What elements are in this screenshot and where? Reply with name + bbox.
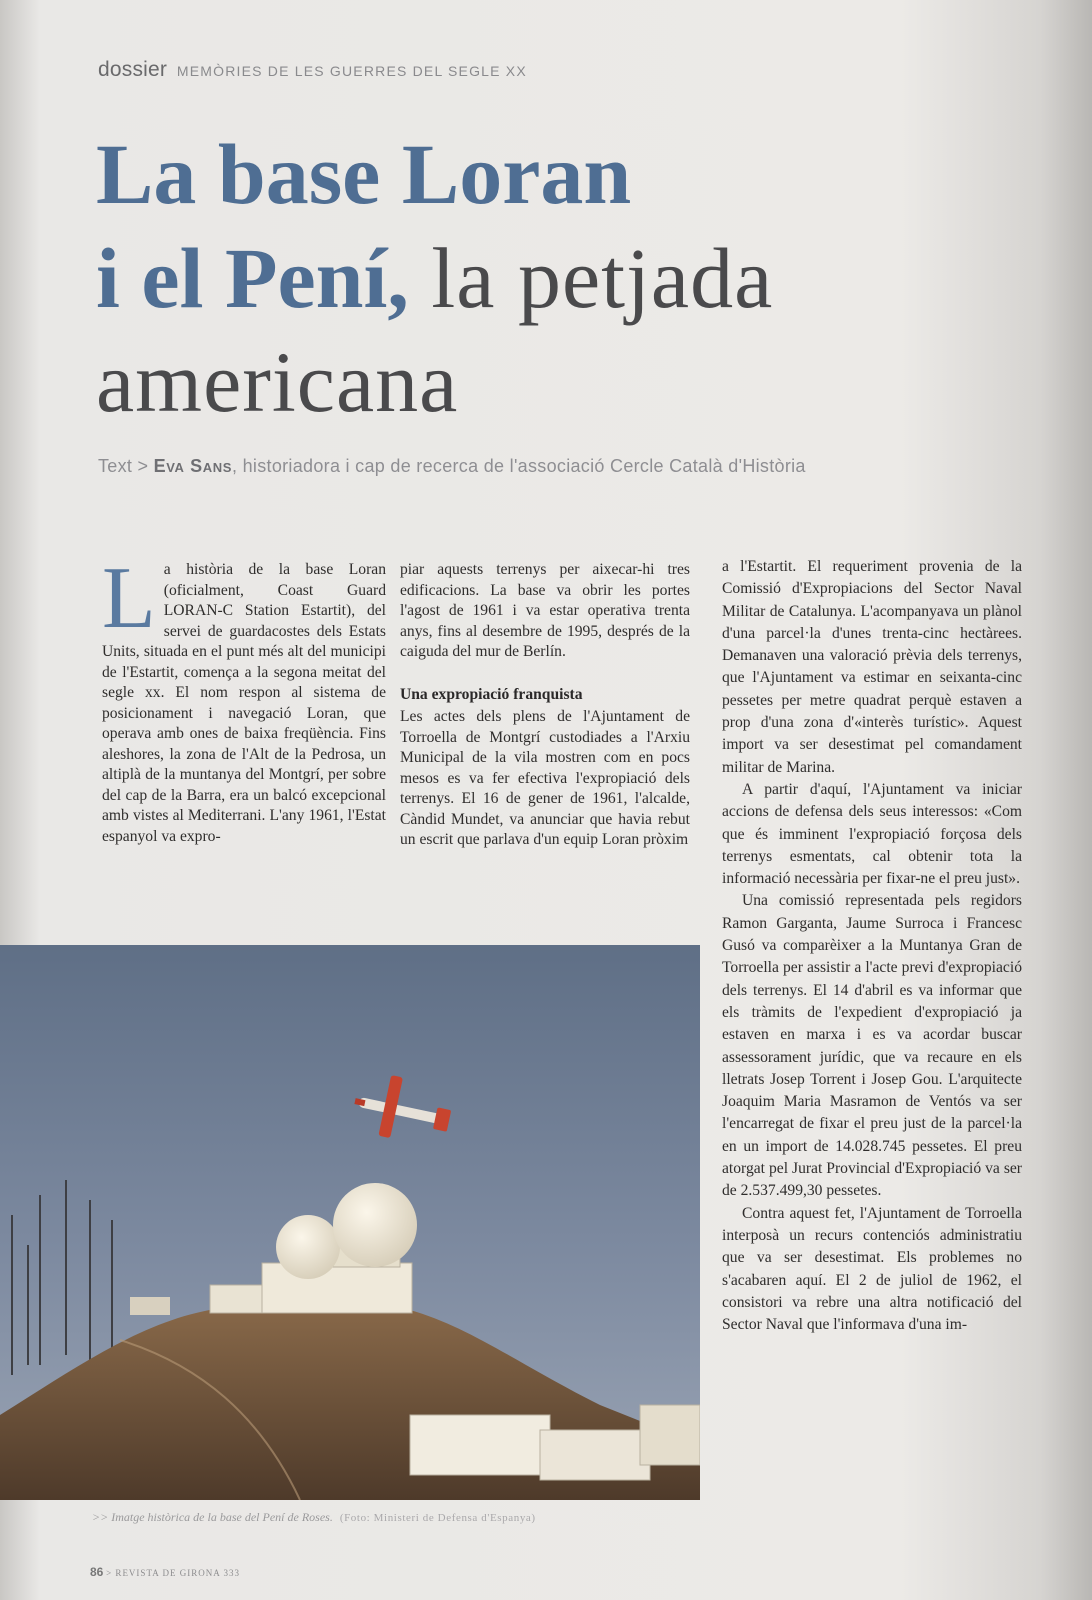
section-subheading: Una expropiació franquista [400, 685, 583, 703]
photo-credit: (Foto: Ministeri de Defensa d'Espanya) [339, 1512, 536, 1524]
col2-paragraph-2: Les actes dels plens de l'Ajuntament de Torroella de Montgrí custodiades a l'Arxiu Municipal de la vila mostren com en pocs mesos es va fer efectiva l'expropiació dels terrenys. El 16 de gener de 1961, l'alcalde, Càndid Mundet, va anunciar que havia rebut un escrit que parlava d'un equip Loran pròxim [400, 708, 690, 848]
headline-line-3: americana [96, 334, 459, 430]
drop-cap: L [102, 550, 156, 647]
section-series: MEMÒRIES DE LES GUERRES DEL SEGLE XX [176, 63, 527, 79]
byline [98, 456, 806, 477]
col2-paragraph-1: piar aquests terrenys per aixecar-hi tres edificacions. La base va obrir les portes l'agost de 1961 i va estar operativa trenta anys, fins al desembre de 1995, després de la caiguda del mur de Berlín. [400, 561, 690, 660]
body-column-2 [400, 560, 690, 851]
radar-base-photo-illustration [0, 945, 700, 1500]
col3-paragraph-4: Contra aquest fet, l'Ajuntament de Torroella interposà un recurs contenciós administratiu que va ser desestimat. Els problemes no s'acabaren aquí. El 2 de juliol de 1962, el consistori va rebre una altra notificació del Sector Naval que l'informava d'una im- [722, 1204, 1022, 1334]
page-number: 86 [90, 1565, 104, 1579]
section-kicker: dossier [98, 58, 168, 81]
col1-paragraph: a història de la base Loran (oficialment, Coast Guard LORAN-C Station Estartit), del servei de guardacostes dels Estats Units, situada en el punt més alt del municipi de l'Estartit, comença a la segona meitat del segle xx. El nom respon al sistema de posicionament i navegació Loran, que operava amb ones de baixa freqüència. Fins aleshores, la zona de l'Alt de la Pedrosa, un altiplà de la muntanya del Montgrí, per sobre del cap de la Barra, era un balcó excepcional amb vistes al Mediterrani. L'any 1961, l'Estat espanyol va expro- [102, 561, 386, 845]
headline-line-1: La base Loran [96, 126, 632, 222]
historic-photo [0, 945, 700, 1500]
photo-caption [92, 1510, 536, 1525]
magazine-name: > REVISTA DE GIRONA 333 [106, 1568, 240, 1578]
section-label [98, 58, 527, 82]
body-column-3 [722, 556, 1022, 1336]
headline-line-2: i el Pení, la petjada [96, 230, 774, 326]
byline-role: , historiadora i cap de recerca de l'associació Cercle Català d'Història [232, 456, 806, 476]
article-headline [96, 122, 976, 434]
byline-author: Eva Sans [153, 456, 232, 476]
body-column-1 [102, 550, 386, 847]
col3-paragraph-2: A partir d'aquí, l'Ajuntament va iniciar accions de defensa dels seus interessos: «Com que és imminent l'expropiació forçosa dels terrenys esmentats, cal obtenir tota la informació necessària per fixar-ne el preu just». [722, 780, 1022, 888]
byline-prefix: Text > [98, 456, 149, 476]
page-footer [90, 1565, 240, 1579]
caption-text: >> Imatge històrica de la base del Pení de Roses. [92, 1510, 333, 1524]
col3-paragraph-3: Una comissió representada pels regidors Ramon Garganta, Jaume Surroca i Francesc Gusó va comparèixer a la Muntanya Gran de Torroella per assistir a l'acte previ d'expropiació dels terrenys. El 14 d'abril es va informar que els tràmits de l'expedient d'expropiació ja estaven en marxa i es va acordar buscar assessorament jurídic, que va recaure en els lletrats Josep Torrent i Josep Gou. L'arquitecte Joaquim Maria Masramon de Ventós va ser l'encarregat de fixar el preu just de la parcel·la en un import de 14.028.745 pessetes. El preu atorgat pel Jurat Provincial d'Expropiació va ser de 2.537.499,30 pessetes. [722, 892, 1022, 1200]
col3-paragraph-1: a l'Estartit. El requeriment provenia de la Comissió d'Expropiacions del Sector Naval Militar de Catalunya. L'acompanyava un plànol d'una parcel·la d'unes trenta-cinc hectàrees. Demanaven una valoració prèvia dels terrenys, que l'Ajuntament va estimar en seixanta-cinc pessetes per metre quadrat perquè estaven a prop d'una zona d'«interès turístic». Aquest import va ser desestimat pel comandament militar de Marina. [722, 558, 1022, 776]
